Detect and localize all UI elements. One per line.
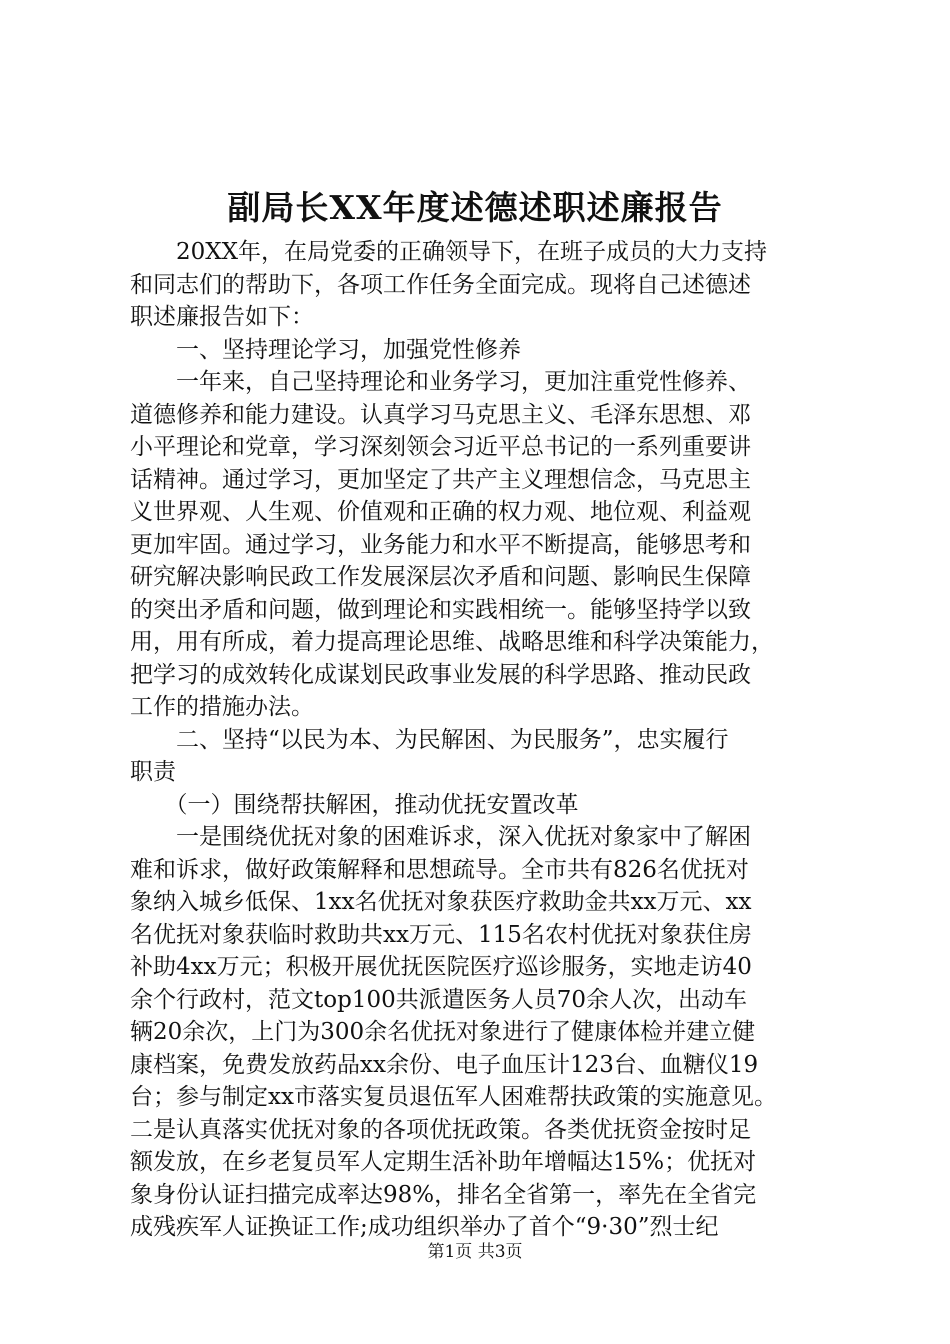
body-line: 更加牢固。通过学习，业务能力和水平不断提高，能够思考和 bbox=[130, 531, 751, 558]
body-line: 小平理论和党章，学习深刻领会习近平总书记的一系列重要讲 bbox=[130, 434, 751, 460]
body-line: 难和诉求，做好政策解释和思想疏导。全市共有826名优抚对 bbox=[130, 856, 749, 883]
body-line: 把学习的成效转化成谋划民政事业发展的科学思路、推动民政 bbox=[130, 661, 751, 688]
section-heading: 二、坚持“以民为本、为民解困、为民服务”，忠实履行 bbox=[130, 726, 729, 753]
section-heading: 职责 bbox=[130, 759, 176, 785]
section-heading: 一、坚持理论学习，加强党性修养 bbox=[130, 336, 521, 363]
body-line: 康档案，免费发放药品xx余份、电子血压计123台、血糖仪19 bbox=[130, 1051, 759, 1078]
body-line: 一是围绕优抚对象的困难诉求，深入优抚对象家中了解困 bbox=[130, 824, 751, 850]
body-line: 补助4xx万元；积极开展优抚医院医疗巡诊服务，实地走访40 bbox=[130, 954, 752, 980]
body-line: 的突出矛盾和问题，做到理论和实践相统一。能够坚持学以致 bbox=[130, 596, 751, 623]
body-line: 话精神。通过学习，更加坚定了共产主义理想信念，马克思主 bbox=[130, 466, 751, 493]
document-body bbox=[130, 236, 842, 1244]
body-line: 额发放，在乡老复员军人定期生活补助年增幅达15%；优抚对 bbox=[130, 1149, 757, 1175]
body-line: 二是认真落实优抚对象的各项优抚政策。各类优抚资金按时足 bbox=[130, 1116, 751, 1143]
body-line: 辆20余次，上门为300余名优抚对象进行了健康体检并建立健 bbox=[130, 1019, 756, 1045]
body-line: 名优抚对象获临时救助共xx万元、115名农村优抚对象获住房 bbox=[130, 921, 752, 948]
body-line: 职述廉报告如下： bbox=[130, 304, 314, 330]
body-line: 20XX年，在局党委的正确领导下，在班子成员的大力支持 bbox=[130, 239, 768, 265]
subsection-heading: （一）围绕帮扶解困，推动优抚安置改革 bbox=[130, 791, 579, 818]
body-line: 和同志们的帮助下，各项工作任务全面完成。现将自己述德述 bbox=[130, 271, 751, 298]
body-line: 台；参与制定xx市落实复员退伍军人困难帮扶政策的实施意见。 bbox=[130, 1084, 777, 1110]
body-line: 用，用有所成，着力提高理论思维、战略思维和科学决策能力， bbox=[130, 629, 774, 655]
body-line: 成残疾军人证换证工作;成功组织举办了首个“9·30”烈士纪 bbox=[130, 1214, 719, 1240]
body-line: 余个行政村，范文top100共派遣医务人员70余人次，出动车 bbox=[130, 986, 747, 1013]
body-line: 一年来，自己坚持理论和业务学习，更加注重党性修养、 bbox=[130, 369, 751, 395]
body-line: 研究解决影响民政工作发展深层次矛盾和问题、影响民生保障 bbox=[130, 564, 751, 590]
document-title: 副局长XX年度述德述职述廉报告 bbox=[227, 188, 723, 227]
page-footer: 第1页 共3页 bbox=[427, 1242, 523, 1262]
body-line: 道德修养和能力建设。认真学习马克思主义、毛泽东思想、邓 bbox=[130, 401, 751, 428]
body-line: 象纳入城乡低保、1xx名优抚对象获医疗救助金共xx万元、xx bbox=[130, 889, 752, 915]
body-line: 义世界观、人生观、价值观和正确的权力观、地位观、利益观 bbox=[130, 499, 751, 525]
body-line: 象身份认证扫描完成率达98%，排名全省第一，率先在全省完 bbox=[130, 1181, 757, 1208]
body-line: 工作的措施办法。 bbox=[130, 694, 314, 720]
